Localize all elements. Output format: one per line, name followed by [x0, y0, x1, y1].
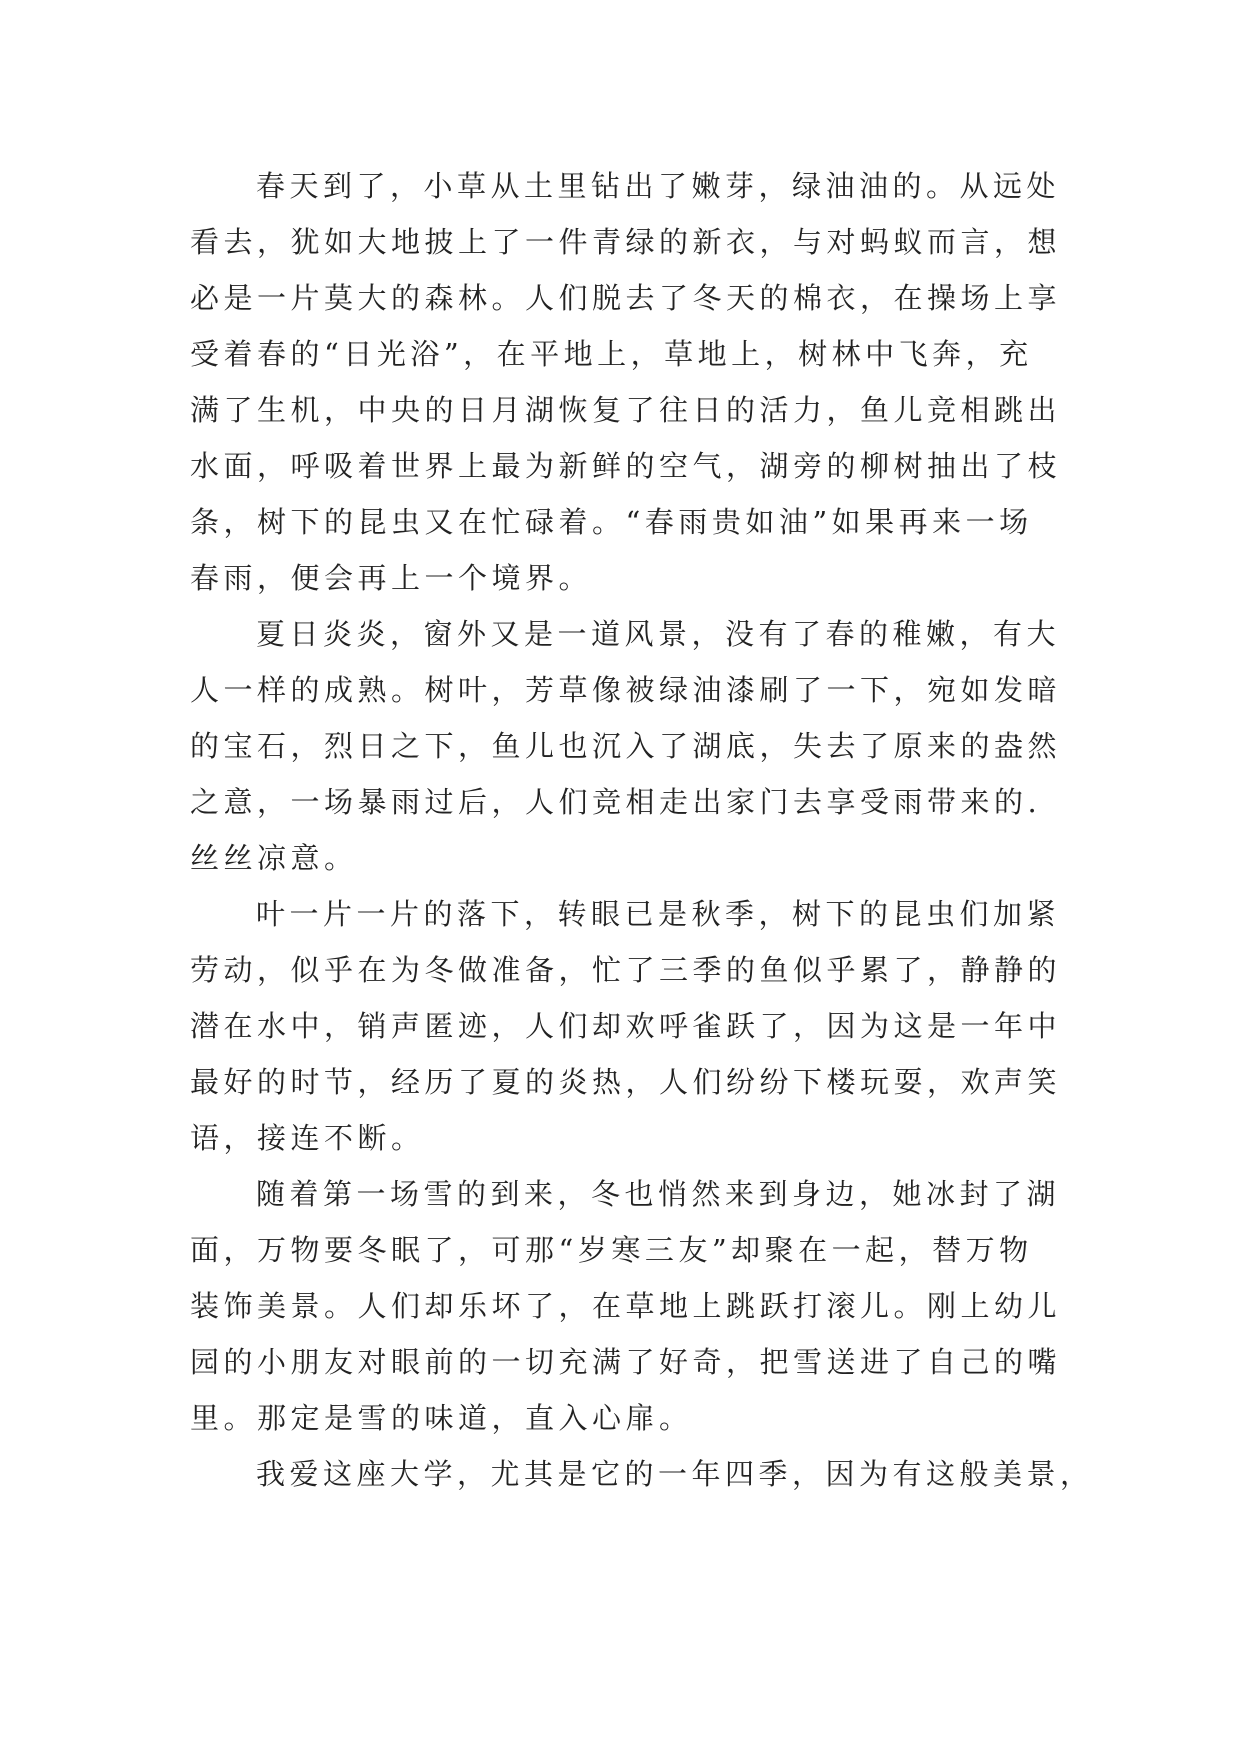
- text-line: 春雨，便会再上一个境界。: [190, 561, 593, 595]
- text-line: 人一样的成熟。树叶，芳草像被绿油漆刷了一下，宛如发暗: [190, 673, 1062, 707]
- text-line: 必是一片莫大的森林。人们脱去了冬天的棉衣，在操场上享: [190, 281, 1062, 315]
- text-line: 之意，一场暴雨过后，人们竞相走出家门去享受雨带来的.: [190, 785, 1042, 819]
- text-line: 水面，呼吸着世界上最为新鲜的空气，湖旁的柳树抽出了枝: [190, 449, 1062, 483]
- text-line: 随着第一场雪的到来，冬也悄然来到身边，她冰封了湖: [256, 1177, 1061, 1211]
- text-line: 丝丝凉意。: [190, 841, 358, 875]
- text-line: 面，万物要冬眠了，可那“岁寒三友”却聚在一起，替万物: [190, 1233, 1033, 1267]
- paragraph-winter: [190, 1166, 1062, 1446]
- text-line: 条，树下的昆虫又在忙碌着。“春雨贵如油”如果再来一场: [190, 505, 1033, 539]
- paragraph-spring: [190, 158, 1062, 606]
- text-line: 叶一片一片的落下，转眼已是秋季，树下的昆虫们加紧: [256, 897, 1061, 931]
- text-line: 潜在水中，销声匿迹，人们却欢呼雀跃了，因为这是一年中: [190, 1009, 1062, 1043]
- paragraph-autumn: [190, 886, 1062, 1166]
- text-line: 受着春的“日光浴”，在平地上，草地上，树林中飞奔，充: [190, 337, 1033, 371]
- text-line: 最好的时节，经历了夏的炎热，人们纷纷下楼玩耍，欢声笑: [190, 1065, 1062, 1099]
- text-line: 劳动，似乎在为冬做准备，忙了三季的鱼似乎累了，静静的: [190, 953, 1062, 987]
- paragraph-conclusion: [190, 1446, 1094, 1502]
- text-line: 里。那定是雪的味道，直入心扉。: [190, 1401, 693, 1435]
- text-line: 语，接连不断。: [190, 1121, 425, 1155]
- text-line: 夏日炎炎，窗外又是一道风景，没有了春的稚嫩，有大: [256, 617, 1061, 651]
- text-line: 看去，犹如大地披上了一件青绿的新衣，与对蚂蚁而言，想: [190, 225, 1062, 259]
- text-line: 园的小朋友对眼前的一切充满了好奇，把雪送进了自己的嘴: [190, 1345, 1062, 1379]
- document-body: [190, 158, 1094, 1502]
- text-line: 春天到了，小草从土里钻出了嫩芽，绿油油的。从远处: [256, 169, 1061, 203]
- paragraph-summer: [190, 606, 1062, 886]
- text-line: 的宝石，烈日之下，鱼儿也沉入了湖底，失去了原来的盎然: [190, 729, 1062, 763]
- text-line: 装饰美景。人们却乐坏了，在草地上跳跃打滚儿。刚上幼儿: [190, 1289, 1062, 1323]
- text-line: 满了生机，中央的日月湖恢复了往日的活力，鱼儿竞相跳出: [190, 393, 1062, 427]
- text-line: 我爱这座大学，尤其是它的一年四季，因为有这般美景，: [256, 1457, 1094, 1491]
